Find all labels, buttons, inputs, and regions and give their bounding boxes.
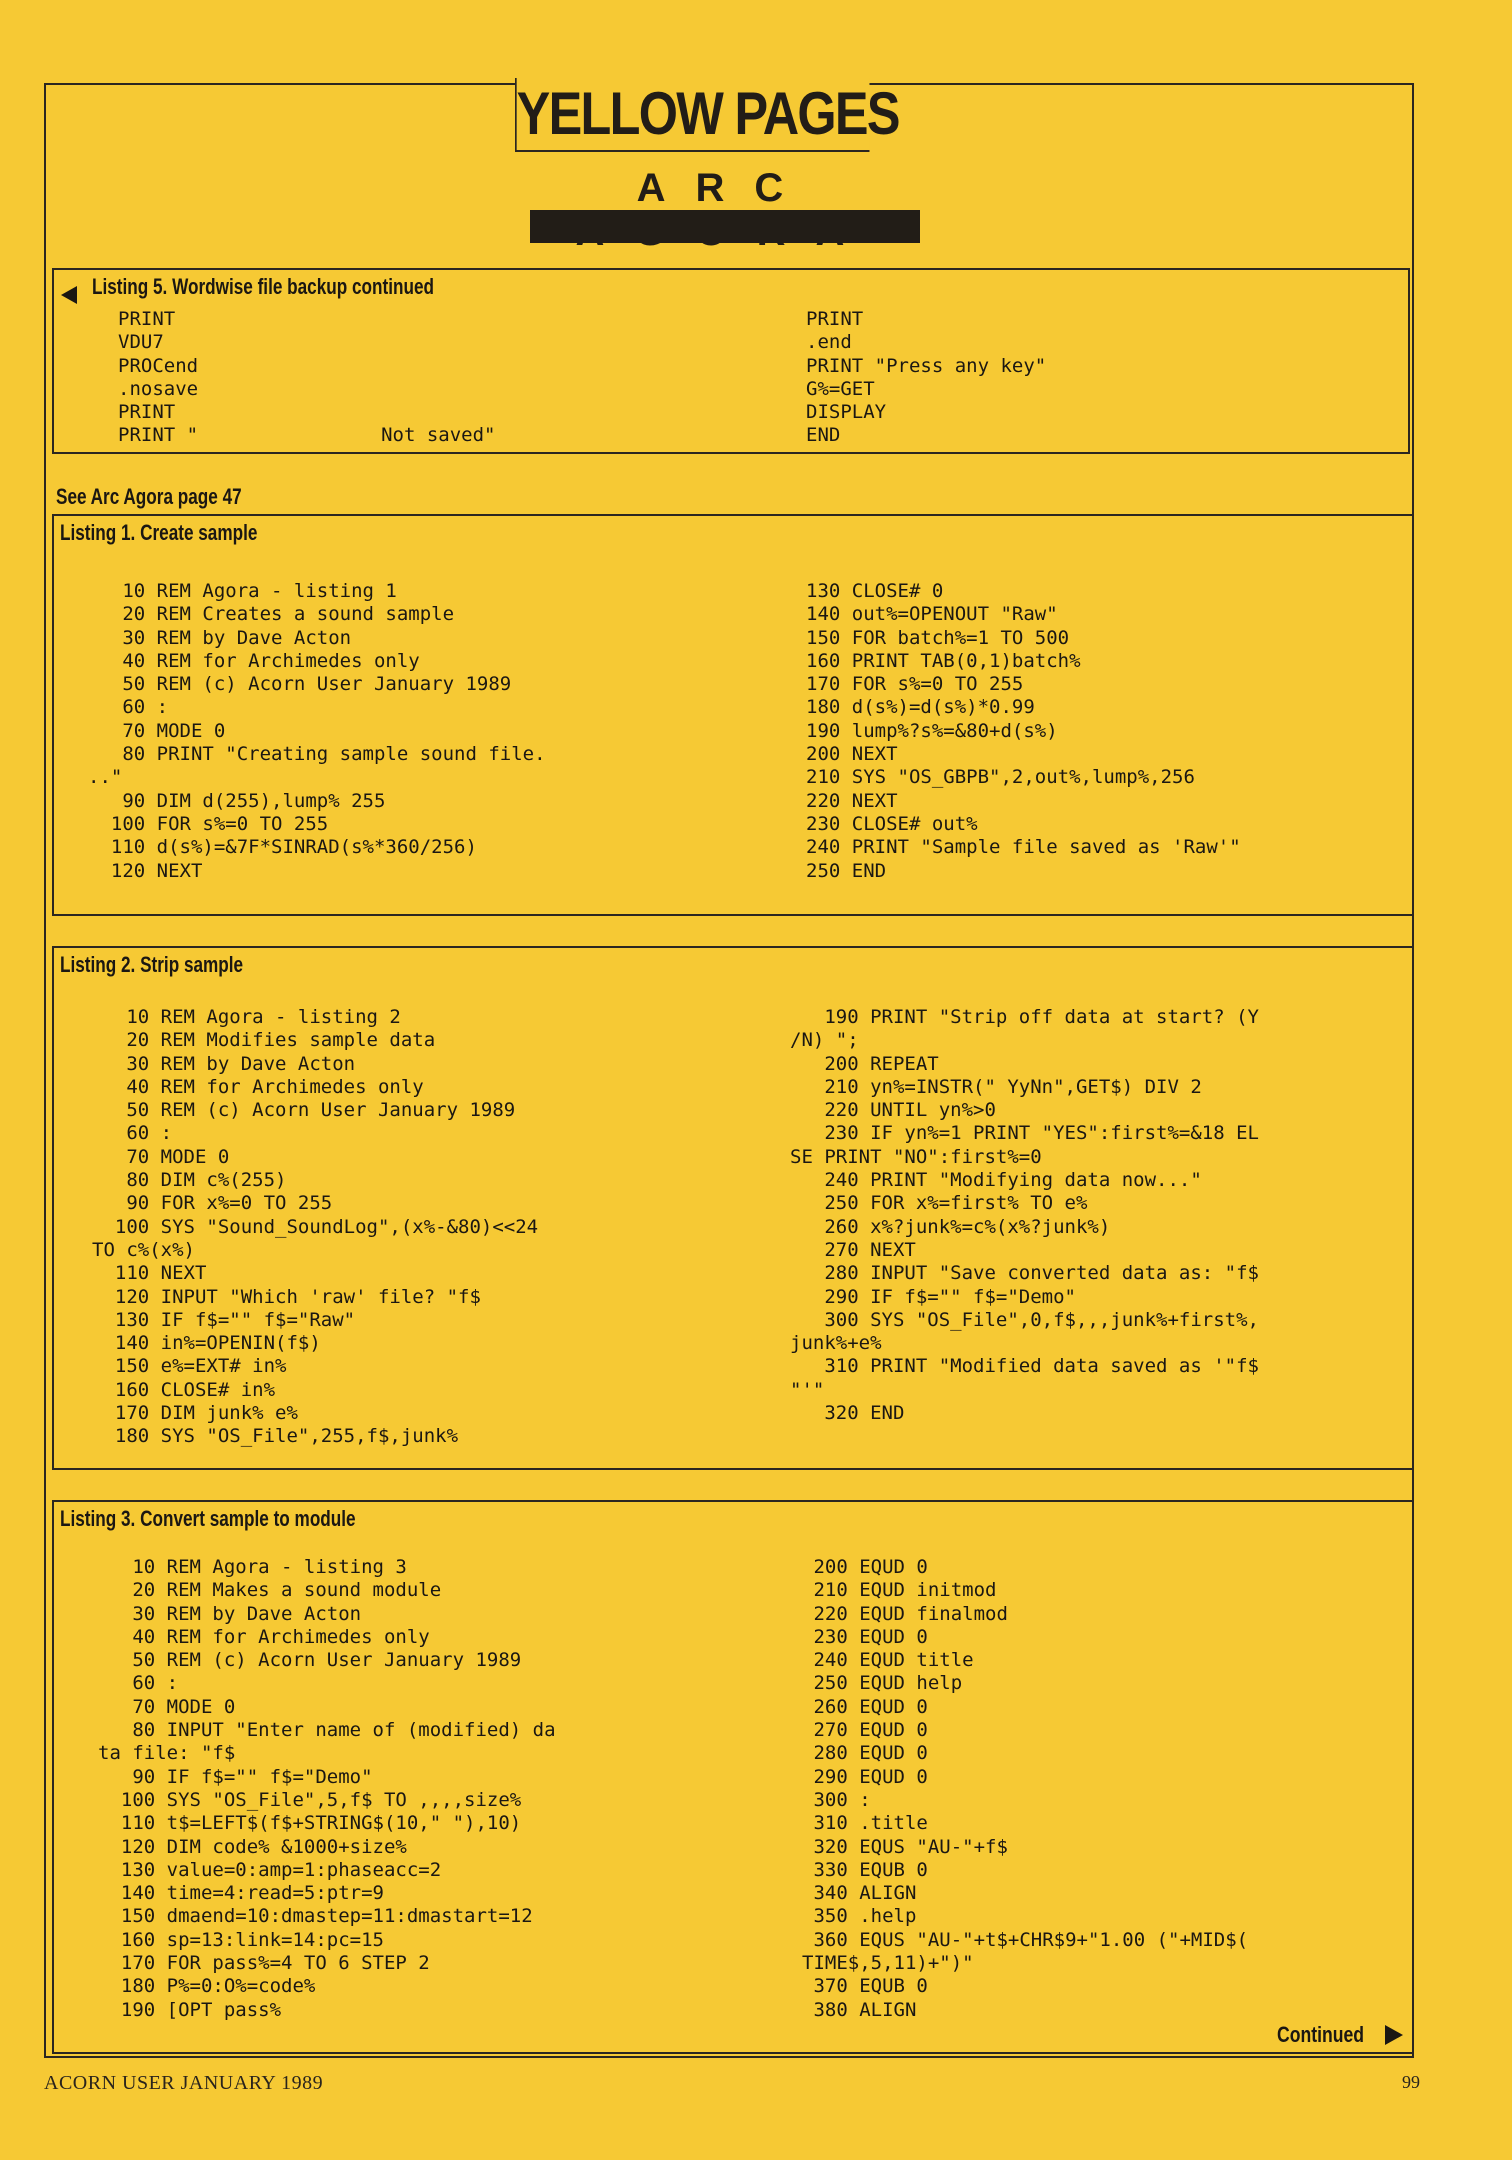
listing5-panel xyxy=(52,268,1410,454)
masthead-subtitle: ARC xyxy=(636,166,814,210)
listing5-title xyxy=(92,274,434,300)
listing1-title: Listing 1. Create sample xyxy=(60,520,258,545)
listing2-code-left: 10 REM Agora - listing 2 20 REM Modifies sample data 30 REM by Dave Acton 40 REM for Archimedes only 50 REM (c) Acorn User January 1989 60 : 70 MODE 0 80 DIM c%(255) 90 FOR x%=0 TO 255 100 SYS "Sound_SoundLog",(x%-&80)<<24 TO c%(x%) 110 NEXT 120 INPUT "Which 'raw' file? "f$ 130 IF f$="" f$="Raw" 140 in%=OPENIN(f$) 150 e%=EXT# in% 160 CLOSE# in% 170 DIM junk% e% 180 SYS "OS_File",255,f$,junk% xyxy=(92,1006,539,1448)
page-number: 99 xyxy=(1402,2072,1420,2092)
listing1-panel xyxy=(52,514,1414,916)
listing3-panel xyxy=(52,1500,1414,2054)
masthead-title: YELLOW PAGES xyxy=(515,78,869,152)
listing2-panel xyxy=(52,946,1414,1470)
see-reference: See Arc Agora page 47 xyxy=(56,484,242,509)
listing5-code-left: PRINT VDU7 PROCend .nosave PRINT PRINT " Not saved" xyxy=(118,308,496,447)
listing1-code-left: 10 REM Agora - listing 1 20 REM Creates a sound sample 30 REM by Dave Acton 40 REM for Archimedes only 50 REM (c) Acorn User January 1989 60 : 70 MODE 0 80 PRINT "Creating sample sound file. .." 90 DIM d(255),lump% 255 100 FOR s%=0 TO 255 110 d(s%)=&7F*SINRAD(s%*360/256) 120 NEXT xyxy=(88,580,546,882)
masthead-rule xyxy=(530,210,920,243)
continued-from-arrow-icon xyxy=(61,286,77,304)
listing5-title-text: Listing 5. Wordwise file backup continued xyxy=(92,274,434,299)
listing3-code-left: 10 REM Agora - listing 3 20 REM Makes a sound module 30 REM by Dave Acton 40 REM for Archimedes only 50 REM (c) Acorn User January 1989 60 : 70 MODE 0 80 INPUT "Enter name of (modified) da ta file: "f$ 90 IF f$="" f$="Demo" 100 SYS "OS_File",5,f$ TO ,,,,size% 110 t$=LEFT$(f$+STRING$(10," "),10) 120 DIM code% &1000+size% 130 value=0:amp=1:phaseacc=2 140 time=4:read=5:ptr=9 150 dmaend=10:dmastep=11:dmastart=12 160 sp=13:link=14:pc=15 170 FOR pass%=4 TO 6 STEP 2 180 P%=0:O%=code% 190 [OPT pass% xyxy=(98,1556,556,2021)
continued-label: Continued xyxy=(1277,2022,1365,2047)
listing2-code-right: 190 PRINT "Strip off data at start? (Y /N) "; 200 REPEAT 210 yn%=INSTR(" YyNn",GET$) DIV 2 220 UNTIL yn%>0 230 IF yn%=1 PRINT "YES":first%=&18 EL SE PRINT "NO":first%=0 240 PRINT "Modifying data now..." 250 FOR x%=first% TO e% 260 x%?junk%=c%(x%?junk%) 270 NEXT 280 INPUT "Save converted data as: "f$ 290 IF f$="" f$="Demo" 300 SYS "OS_File",0,f$,,,junk%+first%, junk%+e% 310 PRINT "Modified data saved as '"f$ "'" 320 END xyxy=(790,1006,1259,1425)
listing3-code-right: 200 EQUD 0 210 EQUD initmod 220 EQUD finalmod 230 EQUD 0 240 EQUD title 250 EQUD help 260 EQUD 0 270 EQUD 0 280 EQUD 0 290 EQUD 0 300 : 310 .title 320 EQUS "AU-"+f$ 330 EQUB 0 340 ALIGN 350 .help 360 EQUS "AU-"+t$+CHR$9+"1.00 ("+MID$( TIME$,5,11)+")" 370 EQUB 0 380 ALIGN xyxy=(802,1556,1249,2021)
listing1-code-right: 130 CLOSE# 0 140 out%=OPENOUT "Raw" 150 FOR batch%=1 TO 500 160 PRINT TAB(0,1)batch% 170 FOR s%=0 TO 255 180 d(s%)=d(s%)*0.99 190 lump%?s%=&80+d(s%) 200 NEXT 210 SYS "OS_GBPB",2,out%,lump%,256 220 NEXT 230 CLOSE# out% 240 PRINT "Sample file saved as 'Raw'" 250 END xyxy=(806,580,1241,882)
listing2-title: Listing 2. Strip sample xyxy=(60,952,244,977)
listing3-title: Listing 3. Convert sample to module xyxy=(60,1506,356,1531)
listing5-code-right: PRINT .end PRINT "Press any key" G%=GET DISPLAY END xyxy=(806,308,1047,447)
continued-arrow-icon xyxy=(1385,2025,1403,2045)
footer-publication: ACORN USER JANUARY 1989 xyxy=(44,2072,324,2094)
